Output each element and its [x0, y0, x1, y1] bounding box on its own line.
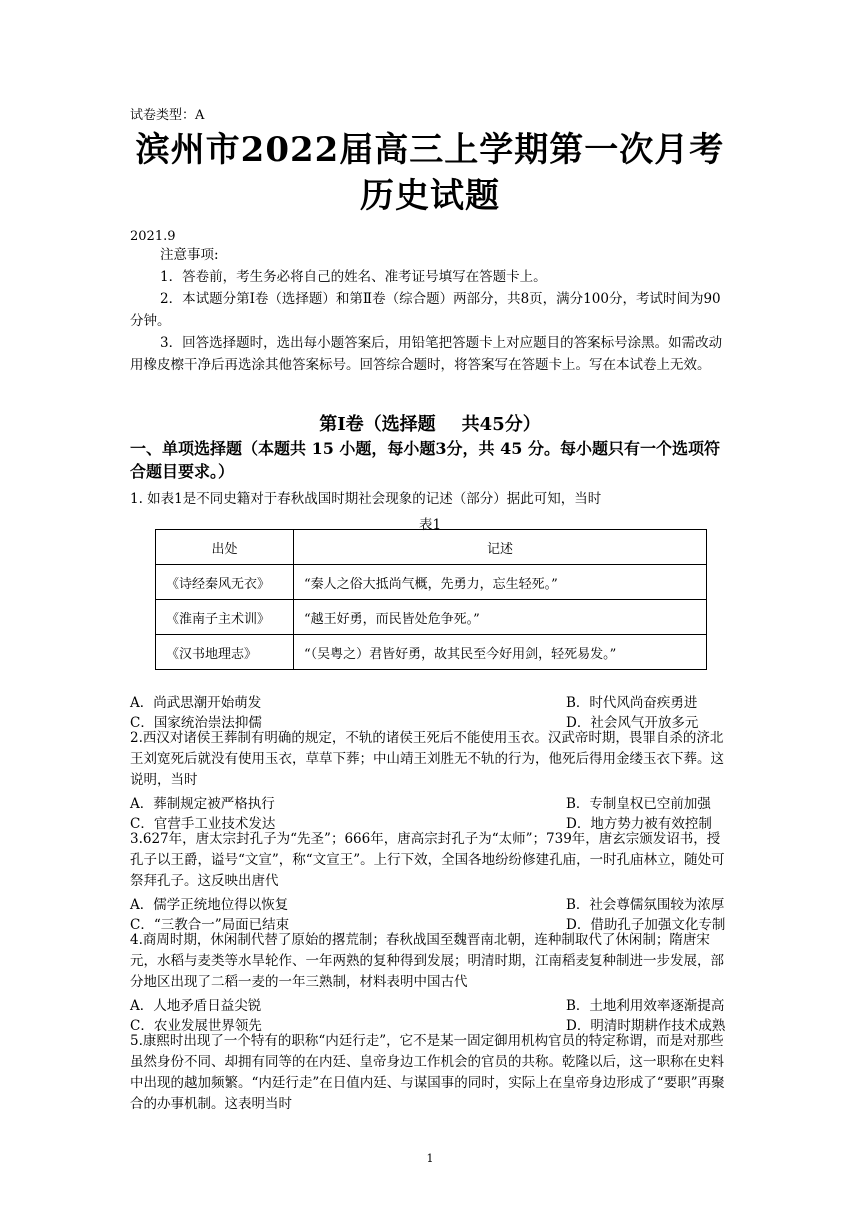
note-item-2: 2．本试题分第Ⅰ卷（选择题）和第Ⅱ卷（综合题）两部分，共8页，满分100分，考试时间为90分钟。 — [130, 291, 721, 329]
table-cell-record: “（吴粤之）君皆好勇，故其民至今好用剑，轻死易发。” — [294, 635, 707, 670]
q4-option-b: B．土地利用效率逐渐提高 — [566, 998, 725, 1014]
exam-subtitle: 历史试题 — [360, 176, 500, 216]
q2-option-d: D．地方势力被有效控制 — [566, 816, 712, 832]
question-2-stem: 2.西汉对诸侯王葬制有明确的规定，不轨的诸侯王死后不能使用玉衣。汉武帝时期，畏罪自杀的济北王刘宽死后就没有使用玉衣，草草下葬；中山靖王刘胜无不轨的行为，他死后得用金缕玉衣下葬。这说明，当时 — [130, 730, 724, 788]
table-header-source: 出处 — [156, 530, 294, 565]
question-4-stem: 4.商周时期，休闲制代替了原始的撂荒制；春秋战国至魏晋南北朝，连种制取代了休闲制；隋唐宋元，水稻与麦类等水旱轮作、一年两熟的复种得到发展；明清时期，江南稻麦复种制进一步发展，部分地区出现了二稻一麦的一年三熟制，材料表明中国古代 — [130, 932, 724, 990]
table-header-row — [156, 530, 707, 565]
q1-option-c: C．国家统治崇法抑儒 — [130, 715, 262, 731]
exam-date: 2021.9 — [130, 229, 176, 244]
q2-option-b: B．专制皇权已空前加强 — [566, 796, 711, 812]
section-part: 第Ⅰ卷（选择题 — [319, 414, 436, 435]
q1-option-a: A．尚武思潮开始萌发 — [130, 695, 262, 711]
q2-option-a: A．葬制规定被严格执行 — [130, 796, 275, 812]
exam-type-label: 试卷类型：A — [130, 108, 205, 123]
q4-option-c: C．农业发展世界领先 — [130, 1018, 262, 1034]
page-number: 1 — [426, 1152, 434, 1165]
section-score: 共45分） — [461, 414, 541, 435]
question-1-stem: 1. 如表1是不同史籍对于春秋战国时期社会现象的记述（部分）据此可知，当时 — [130, 491, 602, 507]
table-cell-source: 《淮南子主术训》 — [156, 600, 294, 635]
table-cell-record: “越王好勇，而民皆处危争死。” — [294, 600, 707, 635]
table-header-record: 记述 — [294, 530, 707, 565]
question-5-stem: 5.康熙时出现了一个特有的职称“内廷行走”，它不是某一固定御用机构官员的特定称谓，而是对那些虽然身份不同、却拥有同等的在内廷、皇帝身边工作机会的官员的共称。乾隆以后，这一职称在史料中出现的越加频繁。“内廷行走”在日值内廷、与谋国事的同时，实际上在皇帝身边形成了“要职”再聚合的办事机制。这表明当时 — [130, 1033, 725, 1112]
q3-option-b: B．社会尊儒氛围较为浓厚 — [566, 897, 725, 913]
table-cell-record: “秦人之俗大抵尚气概，先勇力，忘生轻死。” — [294, 565, 707, 600]
table-row — [156, 635, 707, 670]
section-heading — [0, 410, 860, 436]
q3-option-d: D．借助孔子加强文化专制 — [566, 917, 726, 933]
q3-option-c: C．“三教合一”局面已结束 — [130, 917, 290, 933]
source-table — [155, 529, 707, 670]
q4-option-a: A．人地矛盾日益尖锐 — [130, 998, 262, 1014]
note-item-1: 1．答卷前，考生务必将自己的姓名、准考证号填写在答题卡上。 — [160, 269, 547, 285]
note-item-3: 3．回答选择题时，选出每小题答案后，用铅笔把答题卡上对应题目的答案标号涂黑。如需改动用橡皮檫干净后再选涂其他答案标号。回答综合题时，将答案写在答题卡上。写在本试卷上无效。 — [130, 335, 723, 373]
table-row — [156, 600, 707, 635]
table-caption: 表1 — [418, 517, 442, 533]
exam-title: 滨州市2022届高三上学期第一次月考 — [135, 130, 725, 170]
q2-option-c: C．官营手工业技术发达 — [130, 816, 276, 832]
table-row — [156, 565, 707, 600]
q4-option-d: D．明清时期耕作技术成熟 — [566, 1018, 726, 1034]
table-cell-source: 《汉书地理志》 — [156, 635, 294, 670]
table-cell-source: 《诗经秦风无衣》 — [156, 565, 294, 600]
part1-instruction: 一、单项选择题（本题共 15 小题，每小题3分，共 45 分。每小题只有一个选项符合题目要求。） — [130, 439, 720, 481]
q3-option-a: A．儒学正统地位得以恢复 — [130, 897, 289, 913]
notes-heading: 注意事项: — [160, 247, 219, 263]
question-3-stem: 3.627年，唐太宗封孔子为“先圣”；666年，唐高宗封孔子为“太师”；739年，唐玄宗颁发诏书，授孔子以王爵，谥号“文宣”，称“文宣王”。上行下效，全国各地纷纷修建孔庙，一时孔庙林立，随处可祭拜孔子。这反映出唐代 — [130, 831, 725, 889]
q1-option-d: D．社会风气开放多元 — [566, 715, 699, 731]
q1-option-b: B．时代风尚奋疾勇进 — [566, 695, 698, 711]
